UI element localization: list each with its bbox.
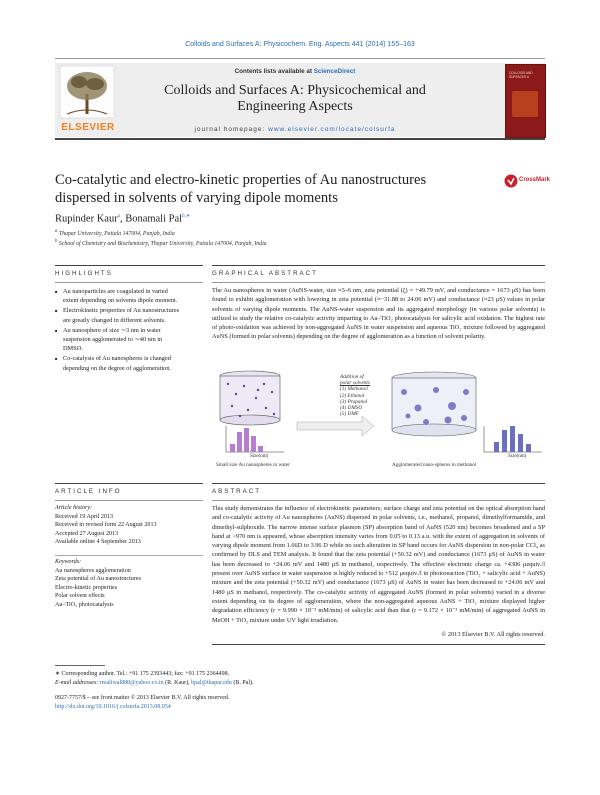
graphical-abstract-heading: GRAPHICAL ABSTRACT [212,270,318,277]
email-kaur-link[interactable]: rmaliwal880@yahoo.co.in [99,679,164,686]
author-pal[interactable]: Bonamali Pal [125,213,183,225]
article-title-line2: dispersed in solvents of varying dipole moments [55,189,338,206]
contents-prefix: Contents lists available at [234,68,314,75]
abstract-sub-rule [212,500,545,501]
homepage-url[interactable]: www.elsevier.com/locate/colsurfa [268,126,396,133]
highlight-item: ■ Electrokinetic properties of Au nanostructures are greatly changed in different solvents. [55,306,183,324]
journal-title [150,83,440,115]
highlights-sub-rule [55,282,203,283]
elsevier-logo [57,64,117,133]
graphical-abstract-text: The Au nanospheres in water (AuNS-water, size ≈3–6 nm, zeta potential (ζ) = +49.79 mV, and conductance = 1673 μS) has been found to exhibit agglomeration with lowering in zeta potential (≈−31.88 to 24.06 mV) and conductance (≈23 μS) values in polar solvents of varying dipole moments. The AuNS-water suspension and its aggregated morphology (in various polar solvents) is utilized to study the relative co-catalytic activity imparting to Au–TiO₂ photocatalysis for salicylic acid oxidation. The highest rate of photo-oxidation was achieved by non-aggregated AuNS in water suspension and aqueous TiO₂ mixture followed by aggregated AuNS (formed in polar solvents) depending on the degree of agglomeration as a function of solvent polarity. [212,287,545,341]
contents-line [150,68,440,75]
journal-title-line2: Engineering Aspects [237,99,353,114]
cover-image [512,91,538,117]
keyword-item: Zeta potential of Au nanostructures [55,576,141,583]
running-header[interactable]: Colloids and Surfaces A: Physicochem. Eng. Aspects 441 (2014) 155–163 [185,41,415,48]
cover-title: COLLOIDS AND SURFACES A [509,71,533,79]
left-axis-label: Size(nm) [250,454,269,459]
article-title [55,172,485,207]
article-info-top-rule [55,483,203,484]
crossmark-badge[interactable] [504,171,551,193]
article-title-line1: Co-catalytic and electro-kinetic properties of Au nanostructures [55,172,427,188]
highlights-heading: HIGHLIGHTS [55,270,113,277]
article-history [55,504,205,547]
homepage-label: journal homepage: [194,126,266,133]
email-pal-link[interactable]: bpal@thapar.edu [191,679,232,686]
left-figure-caption: Small size Au nanospheres in water [216,462,290,468]
footnotes [55,670,545,687]
corresponding-author: ∗ Corresponding author. Tel.: +91 175 2393443; fax: +91 175 2364498. [55,671,230,677]
abstract-top-rule [212,483,545,484]
left-size-histogram [226,426,284,452]
highlight-item: ■ Au nanoparticles are coagulated in varied extent depending on solvents dipole moment. [55,287,183,305]
email-addresses: E-mail addresses: rmaliwal880@yahoo.co.in (R. Kaur), bpal@thapar.edu (B. Pal). [55,679,254,686]
abstract-heading: ABSTRACT [212,488,262,495]
crossmark-label: CrossMark [519,177,551,183]
right-figure-caption: Agglomerated nano-spheres in methanol [392,462,477,468]
right-beaker-graphic [392,372,476,436]
keyword-item: Electro-kinetic properties [55,584,118,591]
history-item: Received in revised form 22 August 2013 [55,522,157,529]
masthead-bottom-rule [55,138,545,140]
keywords-rule [55,555,203,556]
affiliation-a: $^a$ Thapar University, Patiala 147004, Punjab, India [55,229,175,237]
keyword-item: Polar solvent effects [55,593,105,600]
journal-title-line1: Colloids and Surfaces A: Physicochemical and [164,83,426,98]
highlight-item: ■ Au nanosphere of size ∼3 nm in water suspension agglomerated to ∼40 nm in DMSO. [55,326,183,354]
highlights-top-rule [55,265,203,266]
history-item: Received 19 April 2013 [55,513,114,520]
affiliation-b: $^b$ School of Chemistry and Biochemistry, Thapar University, Patiala 147004, Punjab, India [55,238,267,247]
abstract-copyright: © 2013 Elsevier B.V. All rights reserved. [441,631,545,638]
right-size-histogram [484,426,542,452]
front-matter [55,694,545,711]
crossmark-icon [504,173,518,189]
keyword-item: Au–TiO₂ photocatalysis [55,601,114,608]
author-kaur-affil[interactable]: a [117,214,120,219]
issn-line: 0927-7757/$ – see front matter © 2013 Elsevier B.V. All rights reserved. [55,695,230,701]
keyword-item: Au nanospheres agglomeration [55,567,131,574]
graphical-abstract-sub-rule [212,282,545,283]
elsevier-tree-icon [57,64,117,122]
right-axis-label: Size(nm) [508,454,527,459]
highlights-list [55,287,183,374]
doi-link[interactable]: http://dx.doi.org/10.1016/j.colsurfa.2013.08.054 [55,703,171,710]
solvent-item: (5) DMF [340,411,359,418]
abstract-bottom-rule [212,644,545,645]
affiliations [55,228,267,248]
footnote-rule [55,665,105,666]
history-label: Article history: [55,505,93,511]
keywords-label: Keywords: [55,559,82,565]
elsevier-wordmark: ELSEVIER [61,122,115,133]
solvent-item: (3) Propanol [340,398,368,405]
solvent-item: (4) DMSO [340,405,363,412]
highlight-item: ■ Co-catalysis of Au nanospheres is changed depending on the degree of agglomeration. [55,354,183,372]
author-pal-affil[interactable]: b,∗ [182,214,191,219]
graphical-abstract-figure [212,364,545,470]
masthead-top-rule [55,58,545,59]
solvent-item: (2) Ethanol [340,392,365,399]
graphical-abstract-top-rule [212,265,545,266]
history-item: Accepted 27 August 2013 [55,530,119,537]
keywords [55,558,205,610]
author-kaur[interactable]: Rupinder Kaur [55,213,118,225]
journal-cover [505,64,546,138]
abstract-text: This study demonstrates the influence of electrokinetic parameters; surface charge and zeta potential on the optical absorption band and co-catalytic activity of Au nanospheres (AuNS) dispersed in polar solvents, i.e., methanol, propanol, dimethylformamide, and dimethyl-sulphoxide. The narrow intense surface plasmon (SP) absorption band of AuNS (520 nm) becomes broadened and a SP band at >970 nm is appeared, whose absorption intensity varies from 0.05 to 0.13 a.u. with the extent of aggregation in solvents of varying dipole moment from 1.66D to 3.96 D while no such alteration in SP band occurs for AuNS dispersion in non-polar CCl₄ as confirmed by DLS and TEM analysis. It found that the zeta potential (+50.32 mV) and conductance (1673 μS) of AuNS in water has been decreased to +24.06 mV and 1480 μS in methanol, respectively. The effective electronic charge ca. +4306 μequiv./l present over AuNS surface in water suspension is highly reduced to +512 μequiv./l in photoreaction (TiO₂ + salicylic acid + AuNS) mixture and the zeta potential (+50.32 mV) and conductance (1673 μS) of AuNS in water has been decreased to +24.06 mV and 1480 μS in methanol, respectively. The co-catalytic activity of aggregated AuNS (formed in polar solvents) varied in a diverse extent depending on its degree of agglomeration, where the non-aggregated aqueous AuNS + TiO₂ mixture displayed higher degradation efficiency (r = 9.990 × 10⁻³ mM/min) of salicylic acid than that (r = 9.172 × 10⁻³ mM/min) of aggregated AuNS in MeOH + TiO₂ mixture under UV light irradiation. [212,505,545,624]
sciencedirect-link[interactable]: ScienceDirect [313,68,356,75]
journal-homepage [150,126,440,133]
history-item: Available online 4 September 2013 [55,539,141,546]
solvent-item: (1) Methanol [340,386,368,393]
article-info-heading: ARTICLE INFO [55,488,122,495]
left-beaker-graphic [220,371,280,425]
author-separator: , [119,213,126,225]
authors [55,213,190,225]
transition-arrow [297,416,374,436]
article-info-sub-rule [55,500,203,501]
polar-solvents-legend: Addition of polar solvents (1) Methanol (2) Ethanol (3) Propanol (4) DMSO (5) DMF [340,374,370,418]
